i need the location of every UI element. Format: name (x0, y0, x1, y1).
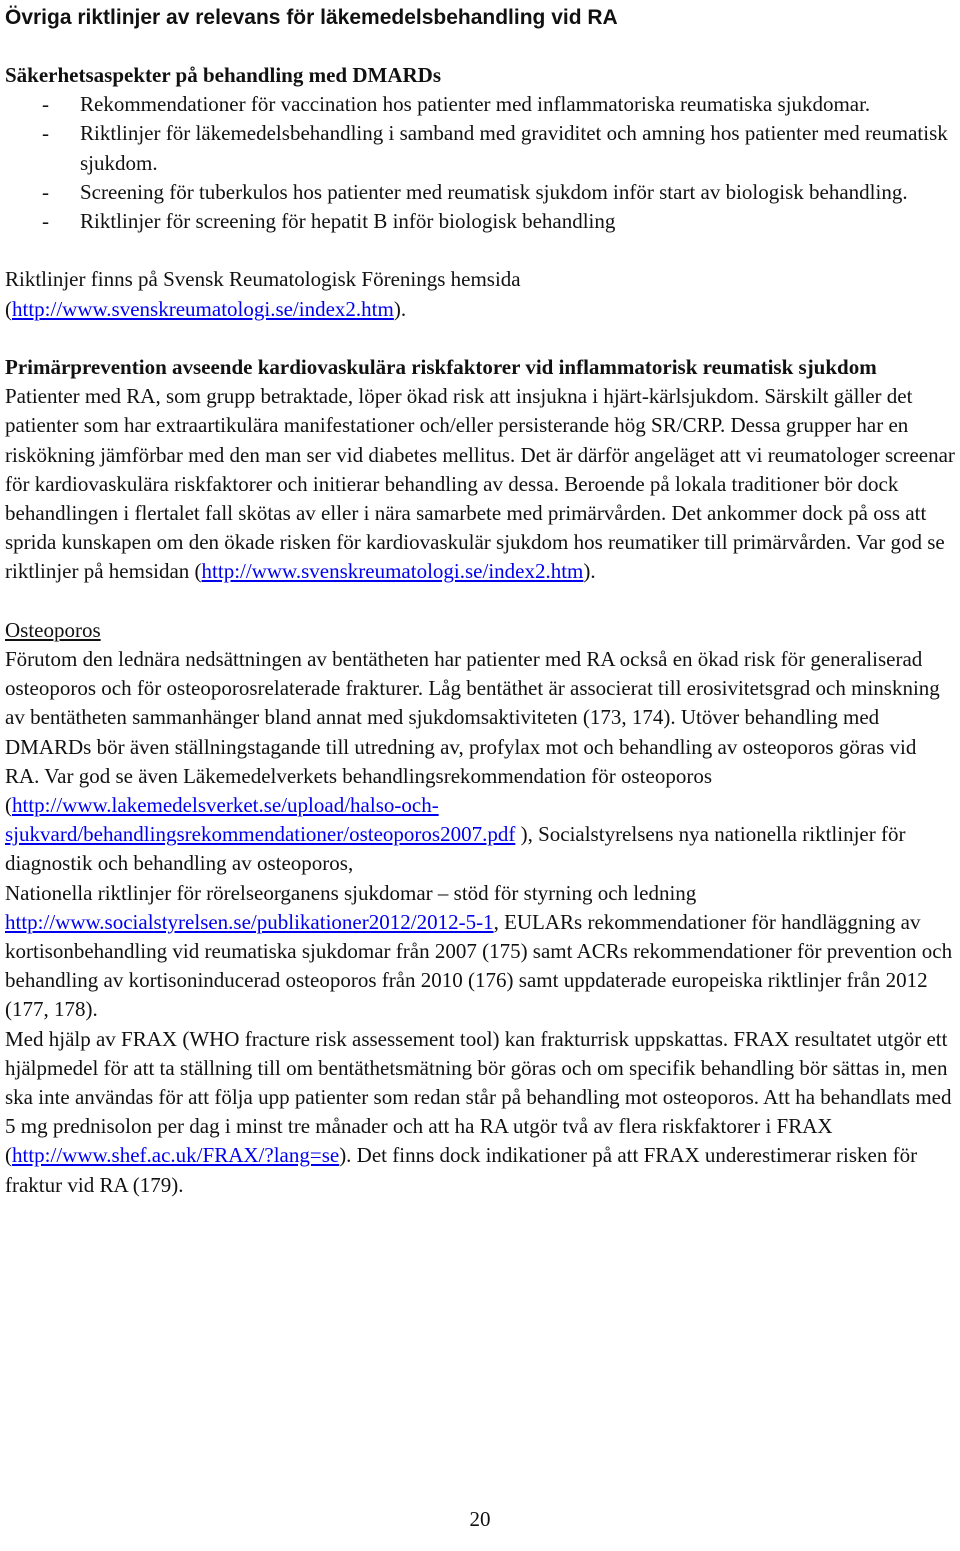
document-page (5, 3, 955, 1200)
svenskreumatologi-link[interactable]: http://www.svenskreumatologi.se/index2.htm (12, 296, 394, 321)
lakemedelsverket-link[interactable]: http://www.lakemedelsverket.se/upload/halso-och- sjukvard/behandlingsrekommendationer/osteoporos2007.pdf (5, 793, 516, 847)
osteoporosis-paragraph-2: Nationella riktlinjer för rörelseorganens sjukdomar – stöd för styrning och ledning http://www.socialstyrelsen.se/publikationer2012/2012-5-1, EULARs rekommendationer för handläggning av kortisonbehandling vid reumatiska sjukdomar från 2007 (175) samt ACRs rekommendationer för prevention och behandling av kortisoninducerad osteoporos från 2010 (176) samt uppdaterade europeiska riktlinjer från 2012 (177, 178). (5, 880, 953, 1022)
list-dash: - (42, 121, 49, 146)
spacer (5, 236, 955, 265)
list-dash: - (42, 179, 49, 204)
osteoporosis-heading: Osteoporos (5, 617, 101, 642)
safety-heading: Säkerhetsaspekter på behandling med DMARDs (5, 63, 441, 87)
osteoporosis-paragraph-1: Förutom den lednära nedsättningen av bentätheten har patienter med RA också en ökad risk för generaliserad osteoporos och för osteoporosrelaterade frakturer. Låg bentäthet är associerat till erosivitetsgrad och minskning av bentätheten sammanhänger bland annat med sjukdomsaktiviteten (173, 174). Utöver behandling med DMARDs bör även ställningstagande till utredning av, profylax mot och behandling av osteoporos göras vid RA. Var god se även Läkemedelverkets behandlingsrekommendation för osteoporos (http://www.lakemedelsverket.se/upload/halso-och- sjukvard/behandlingsrekommendationer/osteoporos2007.pdf ), Socialstyrelsens nya nationella riktlinjer för diagnostik och behandling av osteoporos, (5, 647, 940, 876)
list-dash: - (42, 209, 49, 234)
primary-prevention-body: Patienter med RA, som grupp betraktade, löper ökad risk att insjukna i hjärt-kärlsjukdom. Särskilt gäller det patienter som har extraartikulära manifestationer och/eller persisterande hög SR/CRP. Dessa grupper har en riskökning jämförbar med den man ser vid diabetes mellitus. Det är därför angeläget att vi reumatologer screenar för kardiovaskulära riskfaktorer och initierar behandling av dessa. Beroende på lokala traditioner bör dock behandlingen i flertalet fall skötas av eller i nära samarbete med primärvården. Det ankommer dock på oss att sprida kunskapen om den ökade risken för kardiovaskulär sjukdom hos reumatiker till primärvården. Var god se riktlinjer på hemsidan (http://www.svenskreumatologi.se/index2.htm). (5, 384, 955, 584)
primary-prevention-heading: Primärprevention avseende kardiovaskulära riskfaktorer vid inflammatorisk reumatisk sjukdom (5, 355, 877, 379)
frax-link[interactable]: http://www.shef.ac.uk/FRAX/?lang=se (12, 1143, 340, 1168)
osteoporosis-paragraph-3: Med hjälp av FRAX (WHO fracture risk assessement tool) kan frakturrisk uppskattas. FRAX resultatet utgör ett hjälpmedel för att ta ställning till om bentäthetsmätning bör göras och om specifik behandling bör sättas in, men ska inte användas för att följa upp patienter som redan står på behandling mot osteoporos. Att ha behandlats med 5 mg prednisolon per dag i minst tre månader och att ha RA utgör två av flera riskfaktorer i FRAX (http://www.shef.ac.uk/FRAX/?lang=se). Det finns dock indikationer på att FRAX underestimerar risken för fraktur vid RA (179). (5, 1026, 952, 1197)
list-dash: - (42, 92, 49, 117)
list-item: - Riktlinjer för screening för hepatit B inför biologisk behandling (5, 207, 955, 236)
socialstyrelsen-link[interactable]: http://www.socialstyrelsen.se/publikationer2012/2012-5-1 (5, 909, 494, 934)
spacer (5, 587, 955, 616)
page-title: Övriga riktlinjer av relevans för läkemedelsbehandling vid RA (5, 6, 618, 29)
page-number: 20 (469, 1507, 491, 1531)
list-item: - Rekommendationer för vaccination hos patienter med inflammatoriska reumatiska sjukdomar. (5, 90, 955, 119)
list-item: - Screening för tuberkulos hos patienter med reumatisk sjukdom inför start av biologisk behandling. (5, 178, 955, 207)
list-item: - Riktlinjer för läkemedelsbehandling i samband med graviditet och amning hos patienter med reumatisk sjukdom. (42, 121, 948, 175)
spacer (5, 324, 955, 353)
safety-reference: Riktlinjer finns på Svensk Reumatologisk Förenings hemsida (http://www.svenskreumatologi.se/index2.htm). (5, 267, 521, 321)
svenskreumatologi-link-2[interactable]: http://www.svenskreumatologi.se/index2.htm (201, 559, 584, 584)
safety-list (5, 90, 955, 236)
